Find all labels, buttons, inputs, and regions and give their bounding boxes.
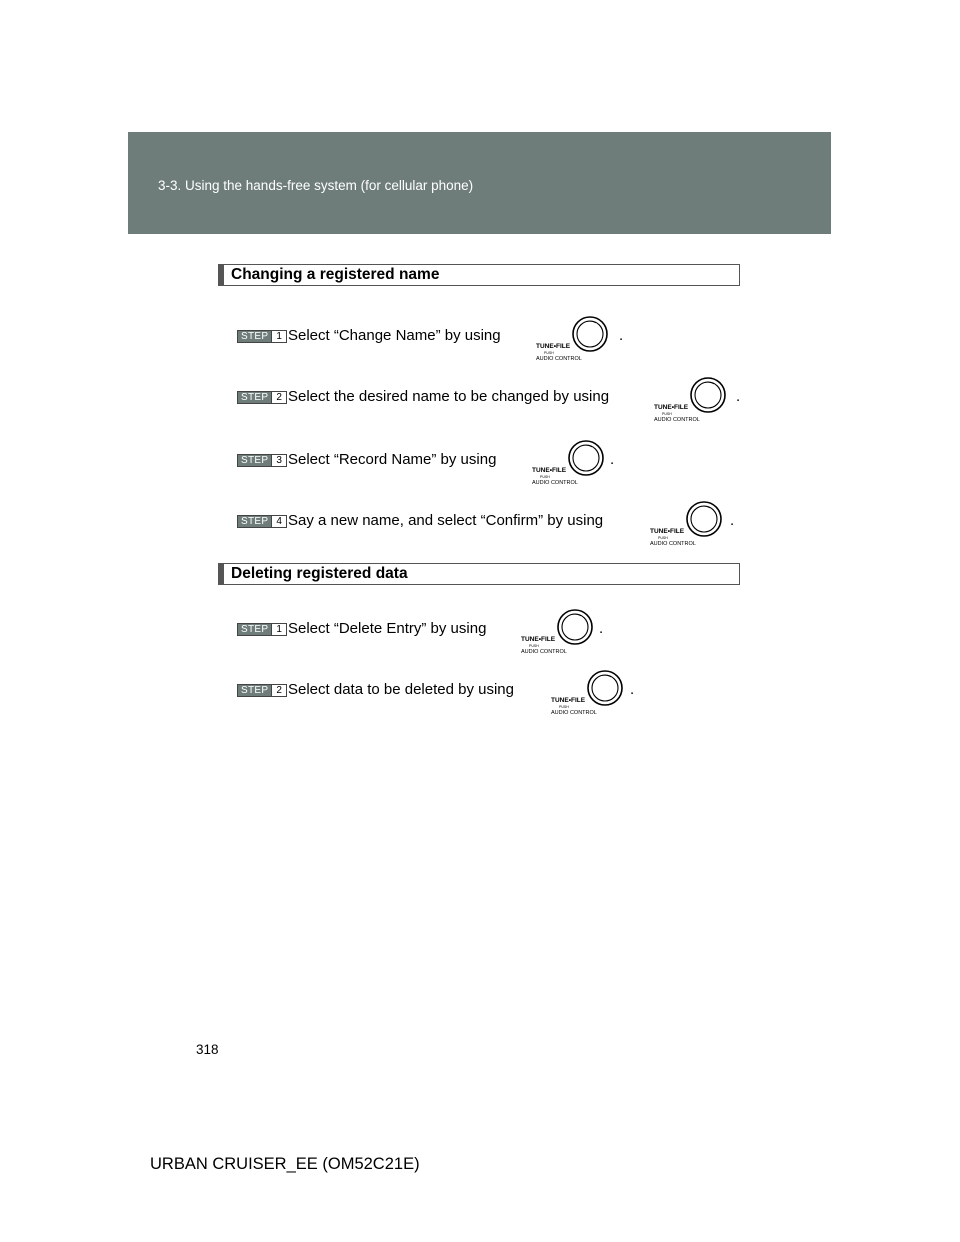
header-band (128, 132, 831, 234)
knob-label: AUDIO CONTROL (551, 710, 597, 716)
step-row: STEP 2 Select the desired name to be changed by using TUNE•FILE PUSH AUDIO CONTROL . (237, 377, 777, 417)
step-badge: STEP 2 (237, 391, 287, 404)
knob-label: PUSH (529, 644, 539, 648)
tune-file-knob-icon (519, 609, 599, 659)
knob-label: PUSH (662, 412, 672, 416)
step-badge: STEP 4 (237, 515, 287, 528)
step-badge: STEP 1 (237, 330, 287, 343)
step-text: Select “Change Name” by using (288, 327, 501, 344)
tune-file-knob-icon (648, 501, 728, 551)
tune-file-knob-icon (549, 670, 629, 720)
step-row: STEP 1 Select “Delete Entry” by using TUNE•FILE PUSH AUDIO CONTROL . (237, 609, 777, 649)
footer-model-code: URBAN CRUISER_EE (OM52C21E) (150, 1155, 420, 1173)
step-row: STEP 4 Say a new name, and select “Confirm” by using TUNE•FILE PUSH AUDIO CONTROL . (237, 501, 777, 541)
step-badge: STEP 1 (237, 623, 287, 636)
heading-bar (219, 564, 224, 584)
knob-label: TUNE•FILE (536, 343, 571, 350)
knob-label: AUDIO CONTROL (536, 356, 582, 362)
knob-label: TUNE•FILE (650, 528, 685, 535)
knob-label: AUDIO CONTROL (654, 417, 700, 423)
section-heading-changing-name (218, 264, 740, 286)
knob-label: PUSH (559, 705, 569, 709)
knob-label: TUNE•FILE (532, 467, 567, 474)
step-row: STEP 1 Select “Change Name” by using TUNE•FILE PUSH AUDIO CONTROL . (237, 316, 777, 356)
tune-file-knob-icon (534, 316, 614, 366)
step-row: STEP 2 Select data to be deleted by using TUNE•FILE PUSH AUDIO CONTROL . (237, 670, 777, 710)
knob-label: AUDIO CONTROL (521, 649, 567, 655)
step-text: Select “Record Name” by using (288, 451, 497, 468)
section-breadcrumb: 3-3. Using the hands-free system (for cellular phone) (158, 178, 474, 193)
tune-file-knob-icon (530, 440, 610, 490)
knob-label: TUNE•FILE (654, 404, 689, 411)
knob-label: TUNE•FILE (551, 697, 586, 704)
heading-text: Changing a registered name (231, 266, 440, 283)
step-text: Select the desired name to be changed by using (288, 388, 610, 405)
step-row: STEP 3 Select “Record Name” by using TUNE•FILE PUSH AUDIO CONTROL . (237, 440, 777, 480)
step-badge: STEP 2 (237, 684, 287, 697)
heading-bar (219, 265, 224, 285)
step-text: Select data to be deleted by using (288, 681, 514, 698)
knob-label: PUSH (540, 475, 550, 479)
knob-label: AUDIO CONTROL (532, 480, 578, 486)
step-badge: STEP 3 (237, 454, 287, 467)
knob-label: TUNE•FILE (521, 636, 556, 643)
knob-label: PUSH (544, 351, 554, 355)
heading-text: Deleting registered data (231, 565, 408, 582)
page-number: 318 (196, 1042, 219, 1057)
step-text: Select “Delete Entry” by using (288, 620, 487, 637)
knob-label: PUSH (658, 536, 668, 540)
step-text: Say a new name, and select “Confirm” by using (288, 512, 604, 529)
knob-label: AUDIO CONTROL (650, 541, 696, 547)
tune-file-knob-icon (652, 377, 732, 427)
section-heading-deleting-data (218, 563, 740, 585)
